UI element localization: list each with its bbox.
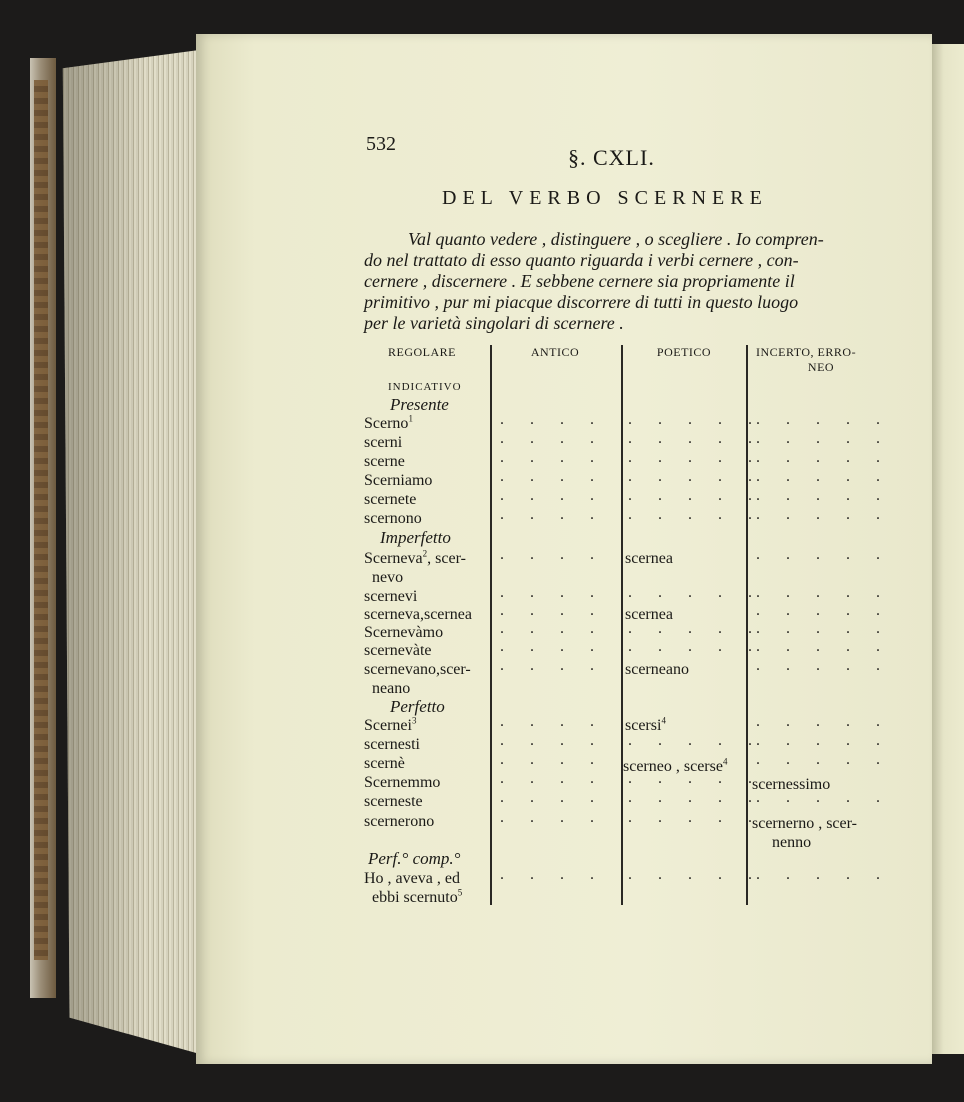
dot-leader: . . . . . — [500, 487, 635, 504]
verb-form: scernete — [364, 491, 417, 508]
verb-form: scerni — [364, 434, 403, 451]
verb-form: scerne — [364, 453, 405, 470]
verb-form: scerneste — [364, 793, 423, 810]
dot-leader: . . . . . — [756, 602, 891, 619]
intro-line: per le varietà singolari di scernere . — [364, 313, 624, 333]
dot-leader: . . . . . — [500, 638, 635, 655]
header-regolare: REGOLARE — [388, 345, 456, 359]
dot-leader: . . . . . — [756, 546, 891, 563]
tense-label: Perfetto — [390, 697, 445, 716]
footnote-marker: 5 — [457, 887, 463, 898]
verb-form-poetico: scernea — [625, 606, 673, 623]
intro-line: cernere , discernere . E sebbene cernere sia propriamente il — [364, 271, 795, 291]
intro-line: do nel trattato di esso quanto riguarda i verbi cernere , con- — [364, 250, 799, 270]
column-rule — [490, 345, 492, 905]
verb-form: neano — [372, 680, 411, 697]
facing-page-edge — [930, 44, 964, 1054]
verb-form-incerto: nenno — [772, 834, 812, 851]
intro-line: primitivo , pur mi piacque discorrere di tutti in questo luogo — [364, 292, 799, 312]
verb-form-poetico: scernea — [625, 550, 673, 567]
section-number: §. CXLI. — [568, 145, 655, 170]
dot-leader: . . . . . — [756, 789, 891, 806]
verb-form: scernevàte — [364, 642, 432, 659]
dot-leader: . . . . . — [756, 657, 891, 674]
verb-form: scernono — [364, 510, 422, 527]
dot-leader: . . . . . — [756, 506, 891, 523]
footnote-marker: 3 — [411, 715, 417, 726]
dot-leader: . . . . . — [628, 449, 763, 466]
header-antico: ANTICO — [530, 345, 580, 359]
tense-label: Perf.° comp.° — [368, 849, 461, 868]
verb-form: Scernei$^3$ — [364, 715, 417, 734]
dot-leader: . . . . . — [500, 751, 635, 768]
dot-leader: . . . . . — [628, 411, 763, 428]
dot-leader: . . . . . — [628, 866, 763, 883]
verb-form: scernè — [364, 755, 405, 772]
dot-leader: . . . . . — [500, 546, 635, 563]
dot-leader: . . . . . — [756, 751, 891, 768]
verb-form: scernesti — [364, 736, 420, 753]
dot-leader: . . . . . — [756, 866, 891, 883]
verb-form: Scerneva$^2$, scer- — [364, 548, 466, 567]
dot-leader: . . . . . — [628, 638, 763, 655]
dot-leader: . . . . . — [500, 602, 635, 619]
dot-leader: . . . . . — [500, 620, 635, 637]
dot-leader: . . . . . — [628, 789, 763, 806]
mood-label: INDICATIVO — [388, 381, 462, 393]
verb-form: Scerniamo — [364, 472, 433, 489]
verb-form: Ho , aveva , ed — [364, 870, 460, 887]
dot-leader: . . . . . — [756, 411, 891, 428]
dot-leader: . . . . . — [628, 487, 763, 504]
verb-form: scernevi — [364, 588, 418, 605]
dot-leader: . . . . . — [500, 789, 635, 806]
dot-leader: . . . . . — [756, 468, 891, 485]
header-incerto: INCERTO, ERRO- — [756, 345, 857, 359]
tense-label: Presente — [390, 395, 449, 414]
dot-leader: . . . . . — [628, 584, 763, 601]
page-number: 532 — [366, 133, 396, 155]
verb-form-poetico: scersi$^4$ — [625, 715, 666, 734]
tense-label: Imperfetto — [380, 528, 451, 547]
dot-leader: . . . . . — [500, 449, 635, 466]
dot-leader: . . . . . — [500, 411, 635, 428]
dot-leader: . . . . . — [756, 713, 891, 730]
footnote-marker: 1 — [408, 413, 413, 424]
leather-binding — [34, 80, 48, 960]
verb-form: Scernemmo — [364, 774, 441, 791]
dot-leader: . . . . . — [628, 732, 763, 749]
dot-leader: . . . . . — [756, 732, 891, 749]
dot-leader: . . . . . — [756, 430, 891, 447]
verb-form-incerto: scernessimo — [752, 776, 831, 793]
footnote-marker: 4 — [722, 756, 728, 767]
verb-form: Scernevàmo — [364, 624, 444, 641]
verb-form: scernevano,scer- — [364, 661, 471, 678]
dot-leader: . . . . . — [500, 430, 635, 447]
verb-form: Scerno$^1$ — [364, 413, 413, 432]
dot-leader: . . . . . — [500, 468, 635, 485]
verb-form: nevo — [372, 569, 404, 586]
dot-leader: . . . . . — [628, 430, 763, 447]
footnote-marker: 2 — [422, 548, 428, 559]
dot-leader: . . . . . — [756, 638, 891, 655]
intro-paragraph — [364, 229, 878, 334]
dot-leader: . . . . . — [500, 809, 635, 826]
dot-leader: . . . . . — [628, 620, 763, 637]
verb-form-poetico: scerneano — [625, 661, 689, 678]
verb-form-incerto: scernerno , scer- — [752, 815, 857, 832]
dot-leader: . . . . . — [500, 584, 635, 601]
dot-leader: . . . . . — [500, 732, 635, 749]
footnote-marker: 4 — [661, 715, 666, 726]
intro-line: Val quanto vedere , distinguere , o scegliere . Io compren- — [408, 229, 824, 249]
dot-leader: . . . . . — [500, 713, 635, 730]
dot-leader: . . . . . — [500, 657, 635, 674]
dot-leader: . . . . . — [756, 584, 891, 601]
header-poetico: POETICO — [656, 345, 712, 359]
chapter-title: DEL VERBO SCERNERE — [442, 187, 768, 209]
dot-leader: . . . . . — [628, 809, 763, 826]
verb-form: scerneva,scernea — [364, 606, 472, 623]
dot-leader: . . . . . — [500, 866, 635, 883]
dot-leader: . . . . . — [500, 506, 635, 523]
dot-leader: . . . . . — [500, 770, 635, 787]
dot-leader: . . . . . — [628, 506, 763, 523]
dot-leader: . . . . . — [756, 620, 891, 637]
dot-leader: . . . . . — [756, 487, 891, 504]
dot-leader: . . . . . — [628, 468, 763, 485]
header-incerto-2: NEO — [807, 360, 835, 374]
verb-form-poetico: scerneo , scerse$^4$ — [623, 756, 728, 775]
verb-form: ebbi scernuto$^5$ — [372, 887, 463, 906]
verb-form: scernerono — [364, 813, 435, 830]
dot-leader: . . . . . — [628, 770, 763, 787]
dot-leader: . . . . . — [756, 449, 891, 466]
